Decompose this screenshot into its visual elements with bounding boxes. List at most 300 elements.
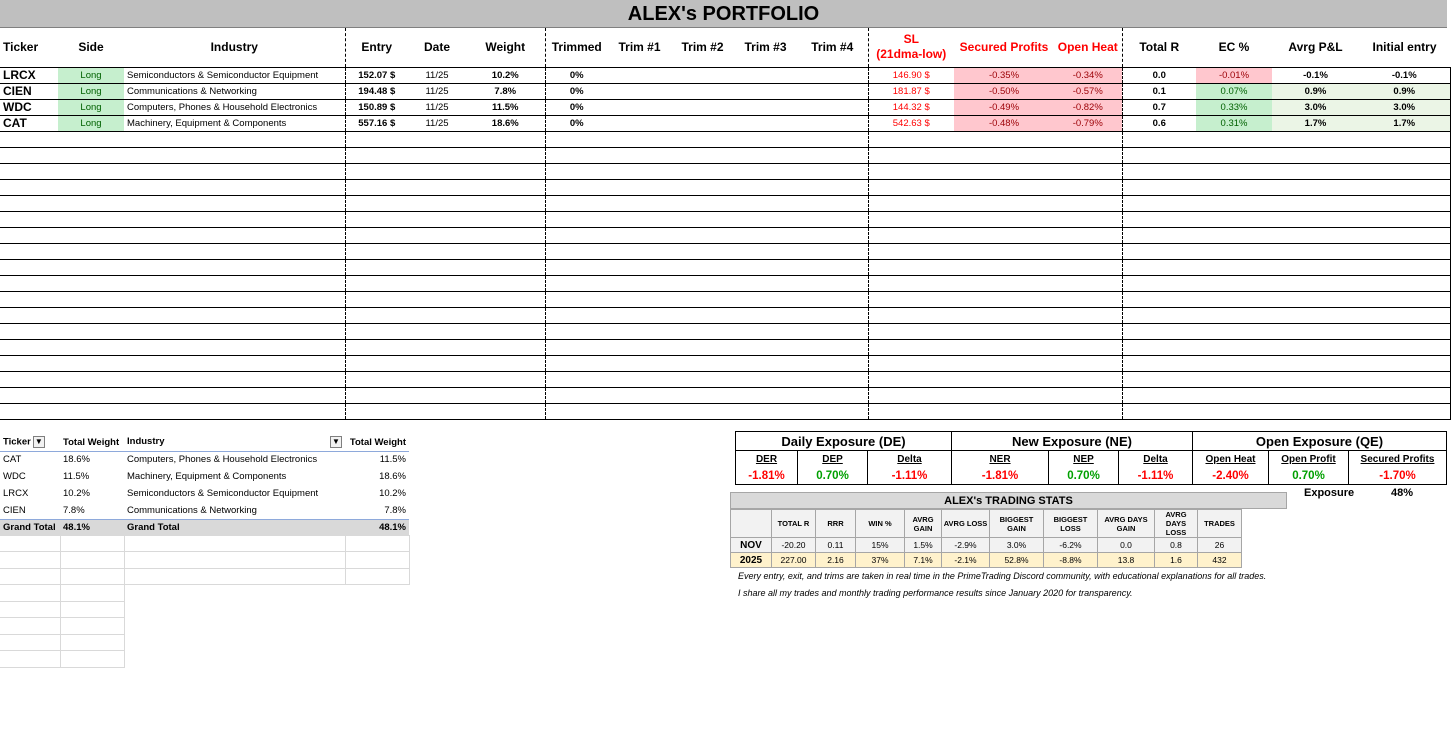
col-secured-profits[interactable]: Secured Profits	[954, 28, 1054, 67]
cell-side[interactable]: Long	[58, 67, 124, 83]
cell-weight[interactable]	[466, 323, 545, 339]
cell-ticker[interactable]	[0, 243, 58, 259]
cell-ec-pct[interactable]	[1196, 259, 1272, 275]
cell-trimmed[interactable]	[545, 259, 608, 275]
cell-side[interactable]	[58, 195, 124, 211]
cell-avrg-pl[interactable]	[1272, 291, 1359, 307]
empty-cell[interactable]	[0, 535, 60, 552]
cell-entry[interactable]	[345, 403, 408, 419]
cell-trim1[interactable]	[608, 387, 671, 403]
cell-ec-pct[interactable]	[1196, 227, 1272, 243]
cell-entry[interactable]	[345, 147, 408, 163]
cell-weight[interactable]	[466, 211, 545, 227]
cell-trim4[interactable]	[797, 275, 868, 291]
cell-trim3[interactable]	[734, 195, 797, 211]
empty-cell[interactable]	[0, 651, 60, 668]
stats-value[interactable]: -2.1%	[942, 553, 990, 568]
cell-sl[interactable]: 181.87 $	[868, 83, 954, 99]
cell-trim1[interactable]	[608, 243, 671, 259]
cell-weight[interactable]: 10.2%	[466, 67, 545, 83]
cell-side[interactable]	[58, 179, 124, 195]
cell-trim2[interactable]	[671, 259, 734, 275]
cell-avrg-pl[interactable]: 3.0%	[1272, 99, 1359, 115]
cell-ec-pct[interactable]	[1196, 131, 1272, 147]
cell-total-r[interactable]	[1122, 323, 1196, 339]
stats-value[interactable]: 432	[1198, 553, 1242, 568]
cell-ec-pct[interactable]	[1196, 307, 1272, 323]
pivot-weight[interactable]: 10.2%	[63, 488, 90, 499]
cell-initial-entry[interactable]	[1359, 211, 1450, 227]
empty-cell[interactable]	[0, 568, 60, 585]
cell-trim4[interactable]	[797, 115, 868, 131]
cell-trim4[interactable]	[797, 163, 868, 179]
cell-entry[interactable]	[345, 323, 408, 339]
cell-trim3[interactable]	[734, 355, 797, 371]
cell-side[interactable]	[58, 323, 124, 339]
cell-trim1[interactable]	[608, 339, 671, 355]
cell-initial-entry[interactable]	[1359, 371, 1450, 387]
cell-entry[interactable]	[345, 371, 408, 387]
cell-secured-profits[interactable]	[954, 403, 1054, 419]
cell-initial-entry[interactable]	[1359, 387, 1450, 403]
stats-value[interactable]: -2.9%	[942, 538, 990, 553]
cell-initial-entry[interactable]	[1359, 147, 1450, 163]
cell-trim2[interactable]	[671, 243, 734, 259]
stats-value[interactable]: 2.16	[816, 553, 856, 568]
cell-trim1[interactable]	[608, 179, 671, 195]
cell-sl[interactable]	[868, 323, 954, 339]
cell-trim2[interactable]	[671, 387, 734, 403]
cell-trimmed[interactable]	[545, 291, 608, 307]
cell-trim1[interactable]	[608, 259, 671, 275]
cell-date[interactable]	[408, 147, 466, 163]
col-weight[interactable]: Weight	[466, 28, 545, 67]
cell-industry[interactable]	[124, 291, 345, 307]
empty-cell[interactable]	[0, 618, 60, 635]
cell-trim3[interactable]	[734, 259, 797, 275]
cell-open-heat[interactable]	[1054, 339, 1122, 355]
cell-weight[interactable]	[466, 163, 545, 179]
cell-side[interactable]	[58, 403, 124, 419]
cell-entry[interactable]	[345, 227, 408, 243]
col-trim2[interactable]: Trim #2	[671, 28, 734, 67]
cell-trim3[interactable]	[734, 211, 797, 227]
cell-avrg-pl[interactable]	[1272, 147, 1359, 163]
cell-trim1[interactable]	[608, 371, 671, 387]
cell-entry[interactable]: 557.16 $	[345, 115, 408, 131]
cell-sl[interactable]	[868, 195, 954, 211]
cell-trim1[interactable]	[608, 163, 671, 179]
cell-weight[interactable]	[466, 227, 545, 243]
cell-total-r[interactable]	[1122, 371, 1196, 387]
filter-icon[interactable]: ▼	[330, 436, 342, 448]
cell-ticker[interactable]	[0, 195, 58, 211]
cell-open-heat[interactable]	[1054, 163, 1122, 179]
cell-date[interactable]	[408, 291, 466, 307]
cell-avrg-pl[interactable]	[1272, 163, 1359, 179]
cell-trimmed[interactable]	[545, 387, 608, 403]
cell-total-r[interactable]	[1122, 387, 1196, 403]
cell-secured-profits[interactable]	[954, 131, 1054, 147]
stats-value[interactable]: 227.00	[772, 553, 816, 568]
cell-ec-pct[interactable]	[1196, 403, 1272, 419]
cell-ticker[interactable]	[0, 387, 58, 403]
cell-trim1[interactable]	[608, 67, 671, 83]
cell-weight[interactable]	[466, 195, 545, 211]
cell-entry[interactable]	[345, 355, 408, 371]
cell-initial-entry[interactable]: 0.9%	[1359, 83, 1450, 99]
cell-initial-entry[interactable]: 1.7%	[1359, 115, 1450, 131]
cell-ec-pct[interactable]	[1196, 355, 1272, 371]
cell-sl[interactable]	[868, 211, 954, 227]
cell-sl[interactable]	[868, 275, 954, 291]
cell-avrg-pl[interactable]	[1272, 387, 1359, 403]
cell-avrg-pl[interactable]	[1272, 243, 1359, 259]
cell-side[interactable]	[58, 355, 124, 371]
cell-date[interactable]	[408, 371, 466, 387]
cell-industry[interactable]	[124, 163, 345, 179]
cell-trim4[interactable]	[797, 339, 868, 355]
cell-ec-pct[interactable]: 0.07%	[1196, 83, 1272, 99]
filter-icon[interactable]: ▼	[33, 436, 45, 448]
cell-side[interactable]	[58, 387, 124, 403]
pivot-ticker[interactable]: WDC	[3, 471, 26, 482]
cell-trim1[interactable]	[608, 323, 671, 339]
cell-trim1[interactable]	[608, 211, 671, 227]
cell-avrg-pl[interactable]: 0.9%	[1272, 83, 1359, 99]
cell-side[interactable]	[58, 227, 124, 243]
stats-value[interactable]: 52.8%	[990, 553, 1044, 568]
cell-trim1[interactable]	[608, 291, 671, 307]
cell-total-r[interactable]	[1122, 243, 1196, 259]
cell-ec-pct[interactable]	[1196, 163, 1272, 179]
cell-avrg-pl[interactable]	[1272, 131, 1359, 147]
cell-trim3[interactable]	[734, 307, 797, 323]
cell-avrg-pl[interactable]	[1272, 403, 1359, 419]
cell-trim3[interactable]	[734, 339, 797, 355]
cell-date[interactable]	[408, 131, 466, 147]
cell-trimmed[interactable]	[545, 163, 608, 179]
cell-entry[interactable]	[345, 291, 408, 307]
cell-ec-pct[interactable]	[1196, 371, 1272, 387]
cell-open-heat[interactable]	[1054, 227, 1122, 243]
cell-trim4[interactable]	[797, 195, 868, 211]
cell-entry[interactable]	[345, 387, 408, 403]
cell-trim4[interactable]	[797, 83, 868, 99]
cell-avrg-pl[interactable]: -0.1%	[1272, 67, 1359, 83]
cell-trim2[interactable]	[671, 163, 734, 179]
cell-weight[interactable]	[466, 147, 545, 163]
cell-industry[interactable]	[124, 339, 345, 355]
cell-trim4[interactable]	[797, 243, 868, 259]
cell-total-r[interactable]: 0.1	[1122, 83, 1196, 99]
cell-date[interactable]	[408, 323, 466, 339]
cell-sl[interactable]	[868, 227, 954, 243]
cell-ticker[interactable]	[0, 163, 58, 179]
cell-avrg-pl[interactable]: 1.7%	[1272, 115, 1359, 131]
cell-weight[interactable]	[466, 275, 545, 291]
cell-industry[interactable]	[124, 131, 345, 147]
cell-avrg-pl[interactable]	[1272, 195, 1359, 211]
cell-trim2[interactable]	[671, 291, 734, 307]
cell-industry[interactable]	[124, 195, 345, 211]
cell-total-r[interactable]	[1122, 259, 1196, 275]
cell-open-heat[interactable]	[1054, 307, 1122, 323]
cell-total-r[interactable]	[1122, 163, 1196, 179]
cell-trimmed[interactable]	[545, 339, 608, 355]
cell-weight[interactable]	[466, 371, 545, 387]
cell-trim2[interactable]	[671, 355, 734, 371]
cell-total-r[interactable]: 0.0	[1122, 67, 1196, 83]
cell-trimmed[interactable]	[545, 147, 608, 163]
col-trimmed[interactable]: Trimmed	[545, 28, 608, 67]
cell-ticker[interactable]: CIEN	[0, 83, 58, 99]
cell-date[interactable]	[408, 355, 466, 371]
cell-total-r[interactable]	[1122, 403, 1196, 419]
cell-trim2[interactable]	[671, 131, 734, 147]
cell-secured-profits[interactable]	[954, 323, 1054, 339]
pivot-industry[interactable]: Semiconductors & Semiconductor Equipment	[127, 488, 319, 499]
cell-trim1[interactable]	[608, 131, 671, 147]
cell-initial-entry[interactable]	[1359, 227, 1450, 243]
cell-sl[interactable]	[868, 131, 954, 147]
cell-industry[interactable]: Machinery, Equipment & Components	[124, 115, 345, 131]
cell-date[interactable]	[408, 387, 466, 403]
pivot-ticker[interactable]: LRCX	[3, 488, 29, 499]
cell-trim2[interactable]	[671, 67, 734, 83]
cell-date[interactable]	[408, 259, 466, 275]
cell-total-r[interactable]	[1122, 307, 1196, 323]
cell-initial-entry[interactable]	[1359, 403, 1450, 419]
stats-value[interactable]: 1.6	[1155, 553, 1198, 568]
col-total-r[interactable]: Total R	[1122, 28, 1196, 67]
cell-trim3[interactable]	[734, 83, 797, 99]
cell-trim2[interactable]	[671, 323, 734, 339]
cell-secured-profits[interactable]	[954, 387, 1054, 403]
stats-value[interactable]: 3.0%	[990, 538, 1044, 553]
cell-ec-pct[interactable]	[1196, 243, 1272, 259]
cell-avrg-pl[interactable]	[1272, 275, 1359, 291]
cell-entry[interactable]	[345, 195, 408, 211]
empty-cell[interactable]	[0, 552, 60, 569]
cell-trim3[interactable]	[734, 275, 797, 291]
cell-open-heat[interactable]	[1054, 131, 1122, 147]
cell-sl[interactable]: 146.90 $	[868, 67, 954, 83]
cell-trim1[interactable]	[608, 115, 671, 131]
cell-entry[interactable]: 150.89 $	[345, 99, 408, 115]
cell-ec-pct[interactable]: 0.33%	[1196, 99, 1272, 115]
cell-avrg-pl[interactable]	[1272, 339, 1359, 355]
cell-trim2[interactable]	[671, 83, 734, 99]
cell-trim3[interactable]	[734, 163, 797, 179]
empty-cell[interactable]	[0, 585, 60, 602]
cell-open-heat[interactable]: -0.57%	[1054, 83, 1122, 99]
cell-entry[interactable]	[345, 275, 408, 291]
cell-open-heat[interactable]: -0.79%	[1054, 115, 1122, 131]
cell-total-r[interactable]	[1122, 339, 1196, 355]
cell-ec-pct[interactable]	[1196, 211, 1272, 227]
cell-date[interactable]: 11/25	[408, 83, 466, 99]
empty-cell[interactable]	[60, 585, 124, 602]
cell-open-heat[interactable]	[1054, 243, 1122, 259]
cell-industry[interactable]	[124, 227, 345, 243]
cell-entry[interactable]	[345, 339, 408, 355]
cell-entry[interactable]	[345, 211, 408, 227]
cell-sl[interactable]	[868, 307, 954, 323]
cell-trim4[interactable]	[797, 99, 868, 115]
cell-entry[interactable]: 194.48 $	[345, 83, 408, 99]
cell-trim4[interactable]	[797, 323, 868, 339]
empty-cell[interactable]	[60, 651, 124, 668]
cell-avrg-pl[interactable]	[1272, 355, 1359, 371]
col-trim4[interactable]: Trim #4	[797, 28, 868, 67]
stats-value[interactable]: 0.0	[1098, 538, 1155, 553]
cell-industry[interactable]	[124, 371, 345, 387]
empty-cell[interactable]	[60, 535, 124, 552]
cell-trim3[interactable]	[734, 115, 797, 131]
stats-value[interactable]: 37%	[856, 553, 905, 568]
pivot-ticker[interactable]: CAT	[3, 454, 22, 466]
cell-entry[interactable]	[345, 179, 408, 195]
pivot-ticker-header[interactable]	[0, 434, 60, 451]
cell-ec-pct[interactable]	[1196, 291, 1272, 307]
cell-open-heat[interactable]	[1054, 291, 1122, 307]
cell-trim2[interactable]	[671, 99, 734, 115]
cell-trim3[interactable]	[734, 291, 797, 307]
cell-side[interactable]	[58, 211, 124, 227]
stats-value[interactable]: 13.8	[1098, 553, 1155, 568]
stats-value[interactable]: -8.8%	[1044, 553, 1098, 568]
cell-side[interactable]	[58, 339, 124, 355]
cell-trim1[interactable]	[608, 307, 671, 323]
pivot-weight[interactable]: 11.5%	[63, 471, 90, 482]
col-sl[interactable]	[868, 28, 954, 67]
cell-trim4[interactable]	[797, 307, 868, 323]
cell-trim1[interactable]	[608, 355, 671, 371]
cell-trim3[interactable]	[734, 403, 797, 419]
cell-weight[interactable]: 18.6%	[466, 115, 545, 131]
cell-trim4[interactable]	[797, 147, 868, 163]
pivot-industry-weight[interactable]: 11.5%	[379, 454, 406, 466]
cell-ticker[interactable]	[0, 211, 58, 227]
cell-trim2[interactable]	[671, 275, 734, 291]
cell-side[interactable]	[58, 275, 124, 291]
cell-industry[interactable]	[124, 403, 345, 419]
col-date[interactable]: Date	[408, 28, 466, 67]
cell-ticker[interactable]	[0, 227, 58, 243]
cell-ticker[interactable]	[0, 275, 58, 291]
cell-ec-pct[interactable]	[1196, 275, 1272, 291]
cell-side[interactable]: Long	[58, 115, 124, 131]
cell-trim2[interactable]	[671, 227, 734, 243]
cell-date[interactable]	[408, 211, 466, 227]
cell-industry[interactable]	[124, 243, 345, 259]
cell-weight[interactable]	[466, 355, 545, 371]
cell-total-r[interactable]	[1122, 147, 1196, 163]
col-ticker[interactable]: Ticker	[0, 28, 58, 67]
empty-cell[interactable]	[0, 601, 60, 618]
cell-open-heat[interactable]	[1054, 179, 1122, 195]
cell-trimmed[interactable]	[545, 179, 608, 195]
cell-entry[interactable]	[345, 259, 408, 275]
cell-industry[interactable]	[124, 323, 345, 339]
cell-industry[interactable]	[124, 355, 345, 371]
cell-open-heat[interactable]	[1054, 323, 1122, 339]
cell-secured-profits[interactable]	[954, 179, 1054, 195]
cell-sl[interactable]	[868, 371, 954, 387]
stats-value[interactable]: 26	[1198, 538, 1242, 553]
cell-trim3[interactable]	[734, 323, 797, 339]
cell-ticker[interactable]	[0, 323, 58, 339]
cell-trim2[interactable]	[671, 211, 734, 227]
cell-open-heat[interactable]	[1054, 211, 1122, 227]
cell-secured-profits[interactable]	[954, 371, 1054, 387]
stats-value[interactable]: 1.5%	[905, 538, 942, 553]
cell-date[interactable]	[408, 179, 466, 195]
cell-trim4[interactable]	[797, 355, 868, 371]
cell-secured-profits[interactable]	[954, 243, 1054, 259]
cell-ec-pct[interactable]	[1196, 323, 1272, 339]
cell-sl[interactable]	[868, 243, 954, 259]
cell-side[interactable]	[58, 291, 124, 307]
cell-trimmed[interactable]	[545, 195, 608, 211]
cell-secured-profits[interactable]	[954, 259, 1054, 275]
cell-industry[interactable]	[124, 211, 345, 227]
empty-cell[interactable]	[124, 568, 345, 585]
cell-ticker[interactable]	[0, 179, 58, 195]
cell-total-r[interactable]	[1122, 355, 1196, 371]
cell-weight[interactable]: 7.8%	[466, 83, 545, 99]
cell-initial-entry[interactable]	[1359, 323, 1450, 339]
cell-trim1[interactable]	[608, 195, 671, 211]
cell-trim3[interactable]	[734, 99, 797, 115]
cell-trim1[interactable]	[608, 275, 671, 291]
col-trim3[interactable]: Trim #3	[734, 28, 797, 67]
cell-trim2[interactable]	[671, 115, 734, 131]
cell-avrg-pl[interactable]	[1272, 307, 1359, 323]
cell-total-r[interactable]	[1122, 227, 1196, 243]
cell-initial-entry[interactable]: 3.0%	[1359, 99, 1450, 115]
pivot-industry-weight[interactable]: 10.2%	[379, 488, 406, 499]
cell-sl[interactable]	[868, 259, 954, 275]
cell-trim4[interactable]	[797, 291, 868, 307]
cell-side[interactable]: Long	[58, 83, 124, 99]
cell-sl[interactable]: 144.32 $	[868, 99, 954, 115]
cell-trim2[interactable]	[671, 339, 734, 355]
cell-date[interactable]	[408, 403, 466, 419]
cell-ec-pct[interactable]	[1196, 387, 1272, 403]
cell-trim3[interactable]	[734, 243, 797, 259]
cell-initial-entry[interactable]	[1359, 243, 1450, 259]
cell-weight[interactable]	[466, 403, 545, 419]
pivot-ticker[interactable]: CIEN	[3, 504, 26, 516]
cell-ec-pct[interactable]: -0.01%	[1196, 67, 1272, 83]
cell-secured-profits[interactable]	[954, 355, 1054, 371]
cell-secured-profits[interactable]: -0.49%	[954, 99, 1054, 115]
cell-side[interactable]	[58, 131, 124, 147]
cell-trimmed[interactable]	[545, 211, 608, 227]
cell-ticker[interactable]	[0, 307, 58, 323]
cell-side[interactable]	[58, 163, 124, 179]
cell-date[interactable]	[408, 339, 466, 355]
cell-trim3[interactable]	[734, 67, 797, 83]
cell-date[interactable]: 11/25	[408, 99, 466, 115]
cell-entry[interactable]: 152.07 $	[345, 67, 408, 83]
cell-trim4[interactable]	[797, 67, 868, 83]
cell-sl[interactable]	[868, 355, 954, 371]
cell-trim3[interactable]	[734, 131, 797, 147]
cell-entry[interactable]	[345, 243, 408, 259]
